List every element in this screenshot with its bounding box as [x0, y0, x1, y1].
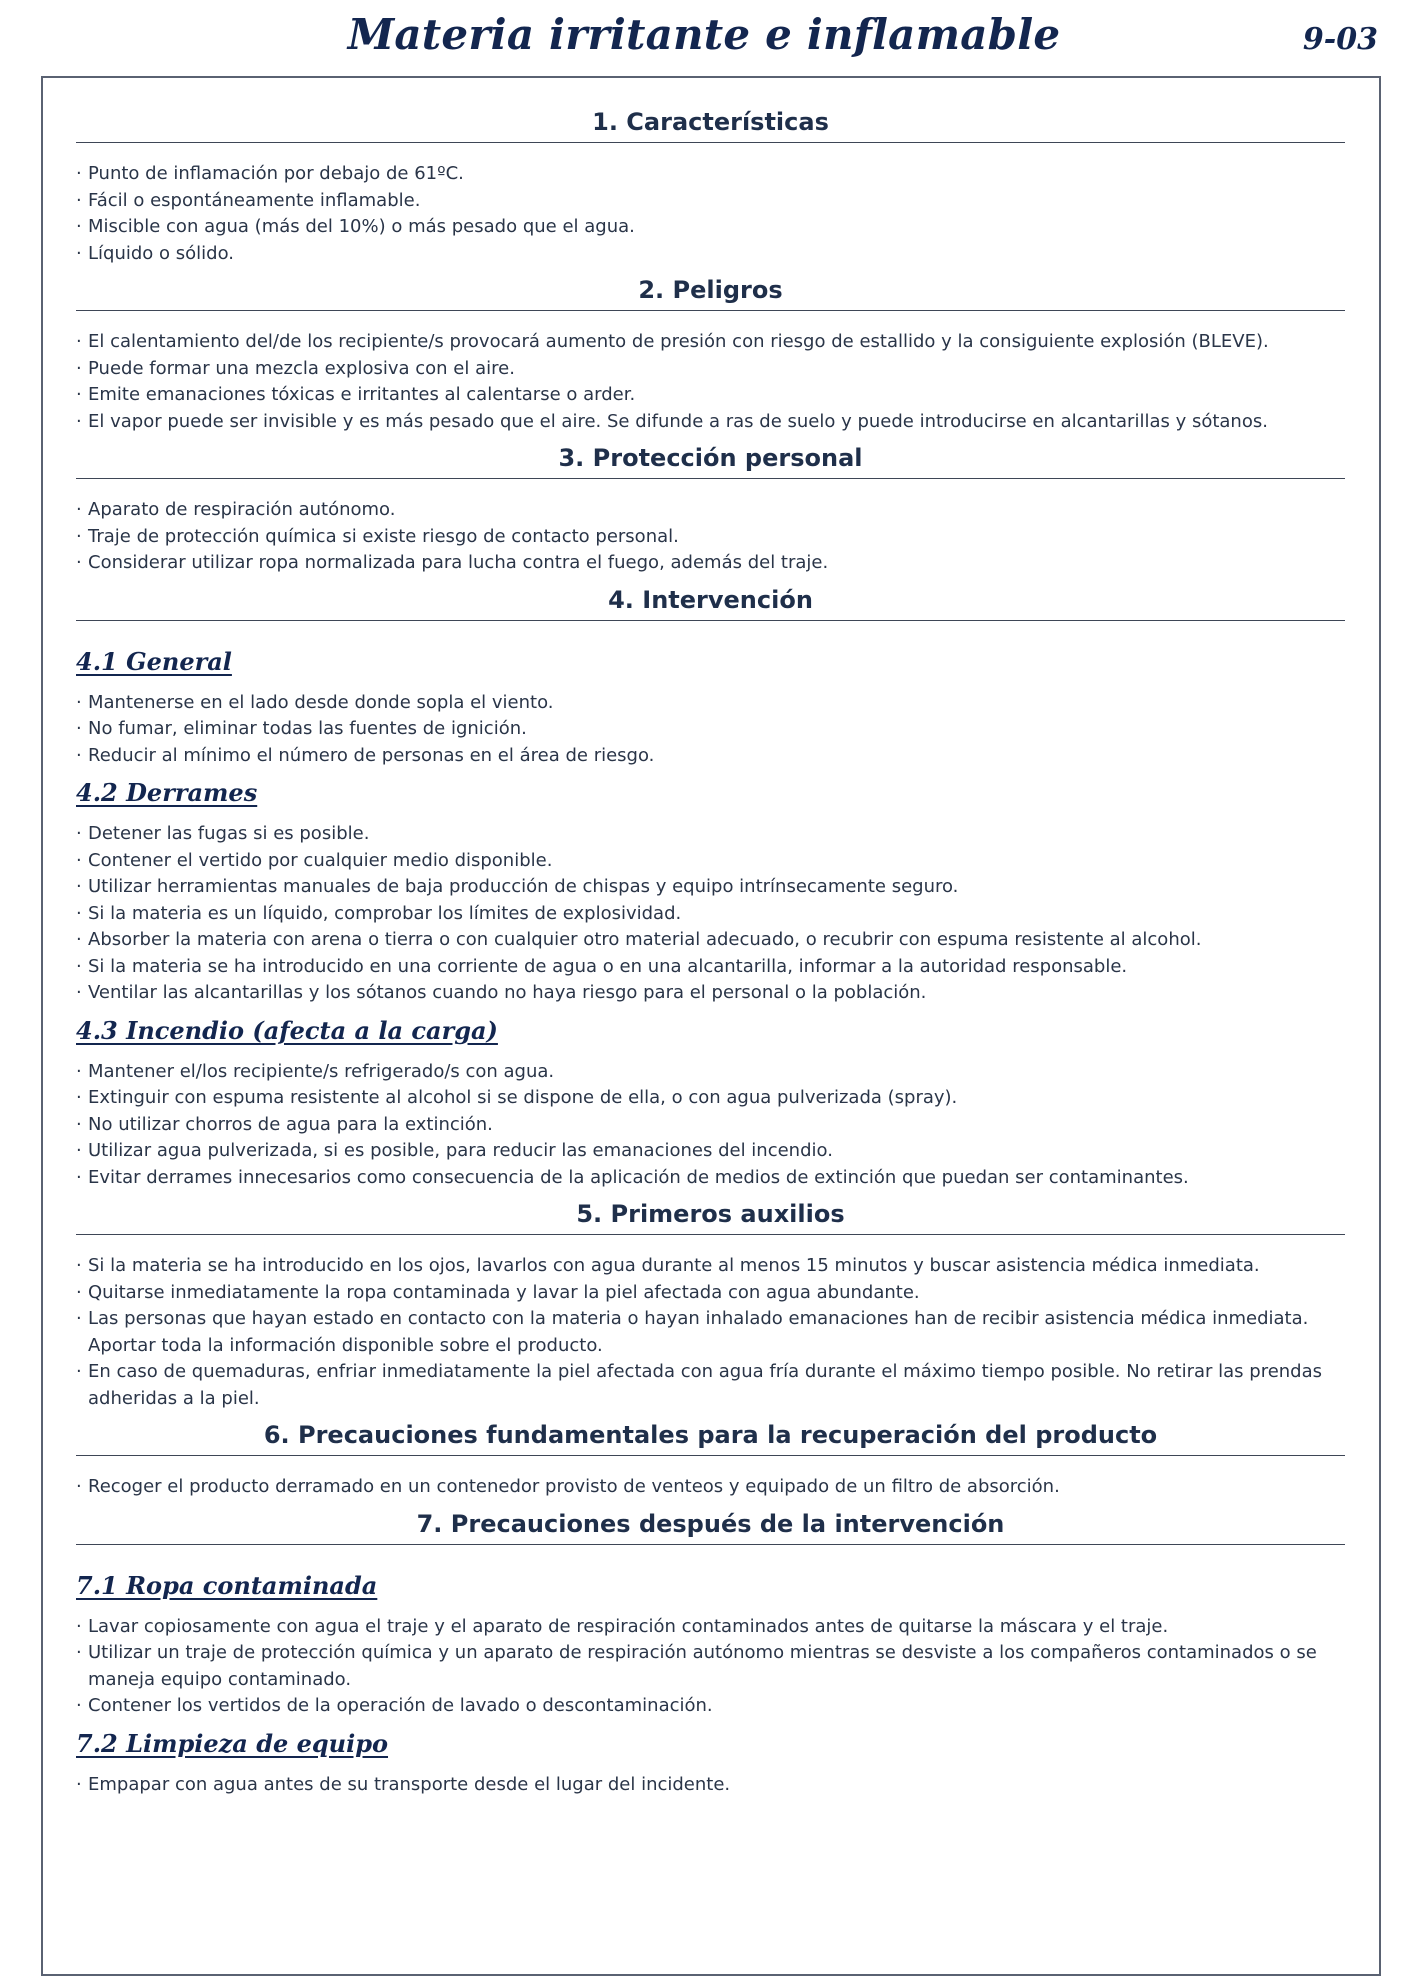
list-proteccion-personal	[76, 497, 1345, 577]
document-content	[76, 108, 1345, 1798]
list-item: · Punto de inflamación por debajo de 61ºC.	[76, 161, 1345, 188]
document-code: 9-03	[1302, 22, 1378, 57]
list-limpieza-equipo	[76, 1772, 1345, 1799]
list-incendio	[76, 1059, 1345, 1192]
list-item: · Ventilar las alcantarillas y los sótanos cuando no haya riesgo para el personal o la población.	[76, 980, 1345, 1007]
list-general	[76, 690, 1345, 770]
subsection-title-general: 4.1 General	[76, 646, 232, 676]
list-item: · Miscible con agua (más del 10%) o más pesado que el agua.	[76, 214, 1345, 241]
subsection-title-limpieza-equipo: 7.2 Limpieza de equipo	[76, 1728, 389, 1758]
list-item: · Lavar copiosamente con agua el traje y el aparato de respiración contaminados antes de quitarse la máscara y el traje.	[76, 1614, 1345, 1641]
section-title-caracteristicas: 1. Características	[76, 108, 1345, 143]
list-item: · Utilizar agua pulverizada, si es posible, para reducir las emanaciones del incendio.	[76, 1138, 1345, 1165]
list-item: · Evitar derrames innecesarios como consecuencia de la aplicación de medios de extinción que puedan ser contaminantes.	[76, 1165, 1345, 1192]
document-title: Materia irritante e inflamable	[347, 10, 1061, 59]
list-item: · No fumar, eliminar todas las fuentes de ignición.	[76, 716, 1345, 743]
list-item: · Contener los vertidos de la operación de lavado o descontaminación.	[76, 1693, 1345, 1720]
section-title-proteccion-personal: 3. Protección personal	[76, 444, 1345, 479]
list-item: · Detener las fugas si es posible.	[76, 821, 1345, 848]
list-peligros	[76, 329, 1345, 435]
list-recuperacion-producto	[76, 1474, 1345, 1501]
list-item: · Aparato de respiración autónomo.	[76, 497, 1345, 524]
section-title-primeros-auxilios: 5. Primeros auxilios	[76, 1200, 1345, 1235]
list-item: · Líquido o sólido.	[76, 241, 1345, 268]
list-caracteristicas	[76, 161, 1345, 267]
list-item: · Fácil o espontáneamente inflamable.	[76, 188, 1345, 215]
list-item: · Puede formar una mezcla explosiva con el aire.	[76, 356, 1345, 383]
list-ropa-contaminada	[76, 1614, 1345, 1720]
list-item: · Si la materia se ha introducido en una corriente de agua o en una alcantarilla, informar a la autoridad responsable.	[76, 954, 1345, 981]
list-item: · Emite emanaciones tóxicas e irritantes al calentarse o arder.	[76, 382, 1345, 409]
list-item: · Mantenerse en el lado desde donde sopla el viento.	[76, 690, 1345, 717]
list-item: · Las personas que hayan estado en contacto con la materia o hayan inhalado emanaciones han de recibir asistencia médica inmediata. Aportar toda la información disponible sobre el producto.	[76, 1306, 1345, 1359]
list-item: · Reducir al mínimo el número de personas en el área de riesgo.	[76, 743, 1345, 770]
list-item: · Utilizar herramientas manuales de baja producción de chispas y equipo intrínsecamente seguro.	[76, 874, 1345, 901]
list-item: · El calentamiento del/de los recipiente/s provocará aumento de presión con riesgo de estallido y la consiguiente explosión (BLEVE).	[76, 329, 1345, 356]
list-item: · Mantener el/los recipiente/s refrigerado/s con agua.	[76, 1059, 1345, 1086]
list-item: · Utilizar un traje de protección química y un aparato de respiración autónomo mientras se desviste a los compañeros contaminados o se maneja equipo contaminado.	[76, 1640, 1345, 1693]
list-item: · Considerar utilizar ropa normalizada para lucha contra el fuego, además del traje.	[76, 550, 1345, 577]
section-title-intervencion: 4. Intervención	[76, 586, 1345, 621]
list-item: · Recoger el producto derramado en un contenedor provisto de venteos y equipado de un filtro de absorción.	[76, 1474, 1345, 1501]
list-item: · Extinguir con espuma resistente al alcohol si se dispone de ella, o con agua pulverizada (spray).	[76, 1085, 1345, 1112]
list-item: · Empapar con agua antes de su transporte desde el lugar del incidente.	[76, 1772, 1345, 1799]
subsection-title-incendio: 4.3 Incendio (afecta a la carga)	[76, 1015, 498, 1045]
list-item: · Contener el vertido por cualquier medio disponible.	[76, 848, 1345, 875]
section-title-despues-intervencion: 7. Precauciones después de la intervención	[76, 1510, 1345, 1545]
list-item: · En caso de quemaduras, enfriar inmediatamente la piel afectada con agua fría durante el máximo tiempo posible. No retirar las prendas adheridas a la piel.	[76, 1359, 1345, 1412]
list-item: · Si la materia se ha introducido en los ojos, lavarlos con agua durante al menos 15 minutos y buscar asistencia médica inmediata.	[76, 1253, 1345, 1280]
subsection-title-ropa-contaminada: 7.1 Ropa contaminada	[76, 1570, 378, 1600]
list-item: · Absorber la materia con arena o tierra o con cualquier otro material adecuado, o recubrir con espuma resistente al alcohol.	[76, 927, 1345, 954]
list-primeros-auxilios	[76, 1253, 1345, 1412]
section-title-recuperacion-producto: 6. Precauciones fundamentales para la recuperación del producto	[76, 1421, 1345, 1456]
list-derrames	[76, 821, 1345, 1007]
list-item: · Si la materia es un líquido, comprobar los límites de explosividad.	[76, 901, 1345, 928]
list-item: · El vapor puede ser invisible y es más pesado que el aire. Se difunde a ras de suelo y puede introducirse en alcantarillas y sótanos.	[76, 409, 1345, 436]
list-item: · Quitarse inmediatamente la ropa contaminada y lavar la piel afectada con agua abundante.	[76, 1280, 1345, 1307]
list-item: · Traje de protección química si existe riesgo de contacto personal.	[76, 524, 1345, 551]
subsection-title-derrames: 4.2 Derrames	[76, 778, 258, 807]
page-header	[0, 0, 1408, 76]
section-title-peligros: 2. Peligros	[76, 276, 1345, 311]
list-item: · No utilizar chorros de agua para la extinción.	[76, 1112, 1345, 1139]
